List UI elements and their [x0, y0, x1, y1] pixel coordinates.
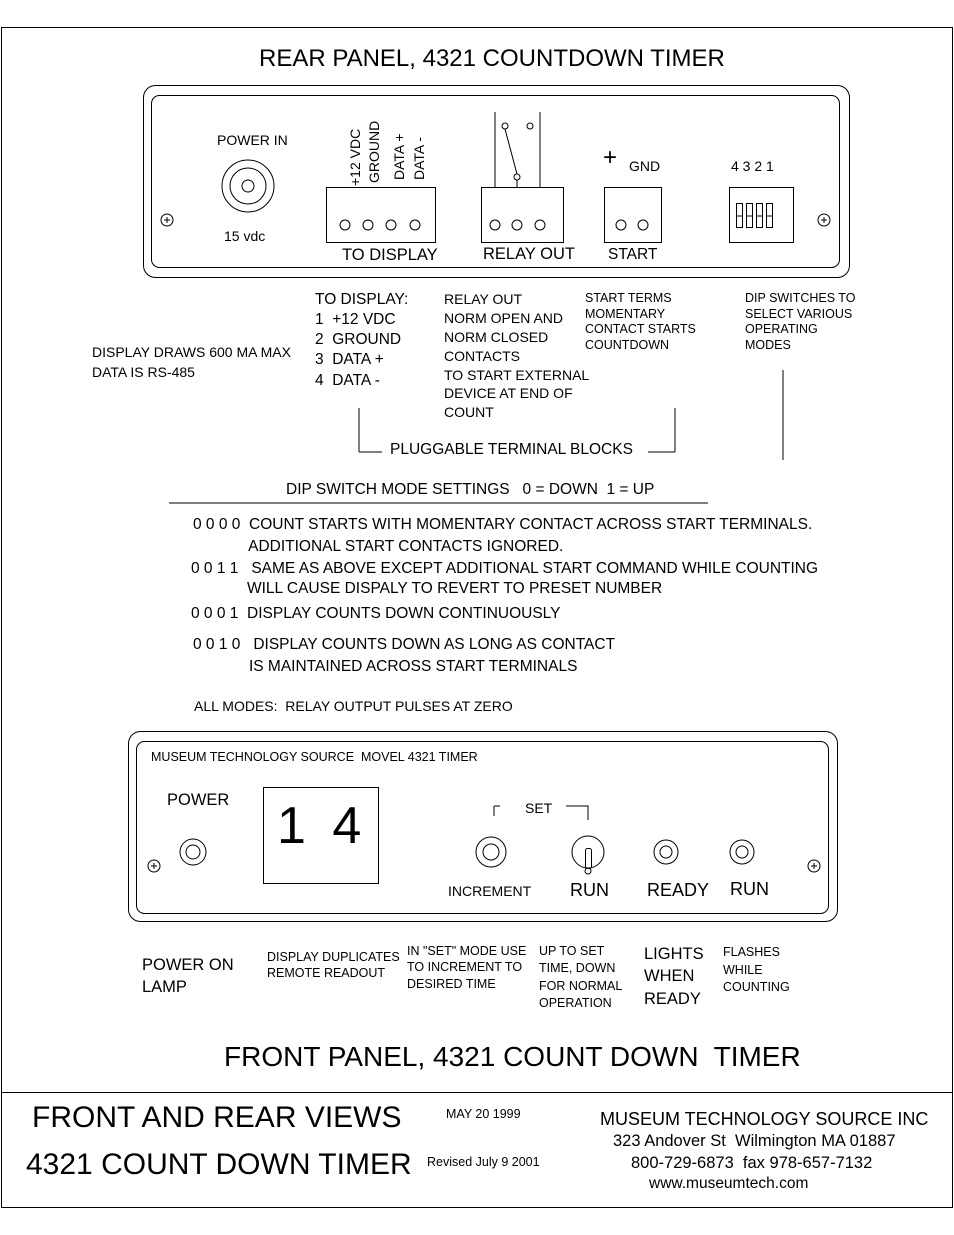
increment-button-icon — [476, 837, 506, 867]
title-block-line2: 4321 COUNT DOWN TIMER — [26, 1148, 412, 1181]
display-readout: 1 4 — [277, 797, 368, 855]
set-label: SET — [525, 800, 553, 816]
dip-switch-icon — [730, 188, 794, 243]
company-address: 323 Andover St Wilmington MA 01887 — [613, 1132, 896, 1150]
run-switch-label: RUN — [570, 880, 609, 900]
relay-out-note: RELAY OUT NORM OPEN AND NORM CLOSED CONTACTS TO START EXTERNAL DEVICE AT END OF COUNT — [444, 291, 590, 421]
pin-label-12vdc: +12 VDC — [347, 128, 363, 186]
to-display-note: TO DISPLAY: 1 +12 VDC 2 GROUND 3 DATA + 4 DATA - — [315, 291, 409, 389]
pluggable-label: PLUGGABLE TERMINAL BLOCKS — [390, 441, 633, 458]
ready-label: READY — [647, 880, 710, 900]
dip-settings-heading: DIP SWITCH MODE SETTINGS 0 = DOWN 1 = UP — [286, 481, 655, 498]
relay-out-label: RELAY OUT — [483, 245, 575, 263]
display-duplicates-note: DISPLAY DUPLICATES REMOTE READOUT — [267, 950, 400, 980]
ready-lamp-icon — [654, 840, 678, 864]
set-mode-note: IN "SET" MODE USE TO INCREMENT TO DESIRED TIME — [407, 944, 527, 991]
relay-contact-symbol-icon — [495, 112, 540, 188]
display-terminal-block — [327, 188, 436, 243]
start-gnd-label: GND — [629, 158, 661, 174]
pin-label-data-minus: DATA - — [411, 136, 427, 180]
mode-0000-text: 0 0 0 0 COUNT STARTS WITH MOMENTARY CONTACT ACROSS START TERMINALS. ADDITIONAL START CONTACTS IGNORED. — [193, 516, 813, 555]
front-brand-line: MUSEUM TECHNOLOGY SOURCE MOVEL 4321 TIMER — [151, 750, 478, 764]
power-label: POWER — [167, 791, 230, 809]
power-jack-icon — [222, 160, 274, 212]
power-in-label: POWER IN — [217, 132, 288, 148]
title-block-date: MAY 20 1999 — [446, 1107, 521, 1121]
power-lamp-note: POWER ON LAMP — [142, 956, 234, 997]
power-voltage-label: 15 vdc — [224, 228, 266, 244]
title-block-revised: Revised July 9 2001 — [427, 1155, 540, 1169]
front-panel-title: FRONT PANEL, 4321 COUNT DOWN TIMER — [224, 1041, 801, 1072]
dip-numbers-label: 4 3 2 1 — [731, 158, 774, 174]
start-plus-label: + — [603, 144, 618, 171]
front-right-screw-icon — [808, 860, 820, 872]
relay-terminal-block — [482, 188, 564, 243]
start-label: START — [608, 246, 658, 263]
rear-left-screw-icon — [161, 214, 173, 226]
mode-0011-text: 0 0 1 1 SAME AS ABOVE EXCEPT ADDITIONAL START COMMAND WHILE COUNTING WILL CAUSE DISPALY TO REVERT TO PRESET NUMBER — [191, 560, 819, 597]
front-left-screw-icon — [148, 860, 160, 872]
all-modes-text: ALL MODES: RELAY OUTPUT PULSES AT ZERO — [194, 698, 513, 714]
lights-when-ready-note: LIGHTS WHEN READY — [644, 945, 704, 1008]
dip-switches-note: DIP SWITCHES TO SELECT VARIOUS OPERATING MODES — [745, 291, 856, 352]
mode-0010-text: 0 0 1 0 DISPLAY COUNTS DOWN AS LONG AS CONTACT IS MAINTAINED ACROSS START TERMINALS — [193, 636, 616, 675]
start-terminal-block — [605, 188, 662, 243]
mode-0001-text: 0 0 0 1 DISPLAY COUNTS DOWN CONTINUOUSLY — [191, 605, 561, 622]
start-terms-note: START TERMS MOMENTARY CONTACT STARTS COUNTDOWN — [585, 291, 696, 352]
to-display-label: TO DISPLAY — [342, 246, 438, 264]
company-name: MUSEUM TECHNOLOGY SOURCE INC — [600, 1109, 929, 1129]
power-lamp-icon — [180, 839, 206, 865]
display-power-note: DISPLAY DRAWS 600 MA MAX DATA IS RS-485 — [92, 344, 291, 380]
toggle-switch-icon — [572, 836, 604, 874]
run-lamp-icon — [730, 840, 754, 864]
up-to-set-note: UP TO SET TIME, DOWN FOR NORMAL OPERATION — [539, 944, 623, 1010]
company-web: www.museumtech.com — [649, 1175, 809, 1192]
company-phone: 800-729-6873 fax 978-657-7132 — [631, 1154, 873, 1172]
rear-panel-title: REAR PANEL, 4321 COUNTDOWN TIMER — [259, 45, 725, 72]
title-block-line1: FRONT AND REAR VIEWS — [32, 1101, 402, 1134]
run-lamp-label: RUN — [730, 879, 769, 899]
pin-label-ground: GROUND — [366, 120, 382, 183]
flashes-note: FLASHES WHILE COUNTING — [723, 945, 790, 994]
pin-label-data-plus: DATA + — [391, 133, 407, 180]
rear-right-screw-icon — [818, 214, 830, 226]
increment-label: INCREMENT — [448, 883, 532, 899]
